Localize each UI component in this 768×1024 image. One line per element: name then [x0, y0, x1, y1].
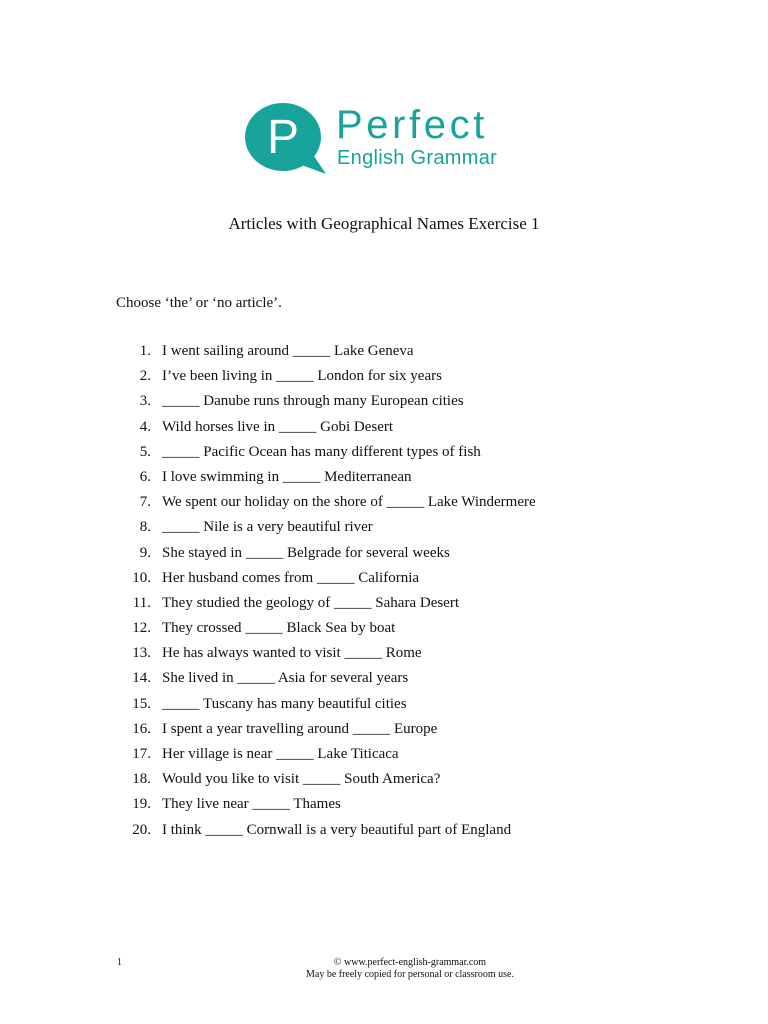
question-number: 10. [132, 569, 151, 586]
question-number: 9. [139, 544, 151, 561]
question-number: 20. [132, 821, 151, 838]
question-number: 7. [139, 494, 151, 511]
question-number: 19. [132, 796, 151, 813]
logo-word-perfect: Perfect [336, 103, 488, 147]
footer-license: May be freely copied for personal or classroom use. [306, 969, 514, 980]
question-number: 18. [132, 771, 151, 788]
question-text: She stayed in _____ Belgrade for several weeks [162, 544, 450, 561]
question-number: 13. [132, 645, 151, 662]
question-text: I think _____ Cornwall is a very beautiful part of England [162, 821, 512, 838]
question-text: _____ Nile is a very beautiful river [162, 519, 373, 536]
brand-logo [244, 101, 534, 177]
page-number: 1 [117, 957, 122, 968]
question-number: 5. [139, 443, 151, 460]
question-text: They crossed _____ Black Sea by boat [162, 620, 396, 637]
question-number: 4. [139, 418, 151, 435]
question-number: 3. [139, 393, 151, 410]
question-text: Her village is near _____ Lake Titicaca [162, 746, 399, 762]
question-number: 15. [132, 695, 151, 712]
question-number: 12. [132, 620, 151, 637]
question-text: I love swimming in _____ Mediterranean [162, 468, 412, 485]
question-text: Would you like to visit _____ South America? [162, 771, 441, 788]
question-number: 14. [132, 670, 151, 687]
question-number: 17. [132, 746, 151, 762]
page-title: Articles with Geographical Names Exercise 1 [228, 214, 540, 233]
question-number: 11. [132, 594, 151, 611]
question-number: 2. [139, 368, 151, 385]
question-text: Her husband comes from _____ California [162, 569, 420, 586]
question-text: _____ Pacific Ocean has many different types of fish [162, 443, 481, 460]
question-text: _____ Danube runs through many European cities [162, 393, 464, 410]
logo-word-english-grammar: English Grammar [337, 147, 498, 169]
question-number: 6. [139, 468, 151, 485]
question-number: 1. [139, 343, 151, 359]
question-text: We spent our holiday on the shore of _____ Lake Windermere [162, 494, 536, 511]
question-text: _____ Tuscany has many beautiful cities [162, 695, 407, 712]
speech-bubble-logo-icon [244, 101, 334, 177]
question-text: They studied the geology of _____ Sahara Desert [162, 594, 460, 611]
logo-mark-letter: P [266, 111, 300, 164]
question-text: I’ve been living in _____ London for six years [162, 368, 442, 385]
footer-copyright: © www.perfect-english-grammar.com [333, 957, 487, 968]
question-text: I spent a year travelling around _____ Europe [162, 720, 438, 737]
instruction-text: Choose ‘the’ or ‘no article’. [116, 295, 282, 311]
question-text: He has always wanted to visit _____ Rome [162, 645, 422, 662]
question-text: I went sailing around _____ Lake Geneva [162, 343, 414, 359]
question-text: They live near _____ Thames [162, 796, 341, 813]
question-number: 8. [139, 519, 151, 536]
question-text: Wild horses live in _____ Gobi Desert [162, 418, 394, 435]
footer-notice [280, 957, 540, 981]
question-number: 16. [132, 720, 151, 737]
question-text: She lived in _____ Asia for several years [162, 670, 409, 687]
